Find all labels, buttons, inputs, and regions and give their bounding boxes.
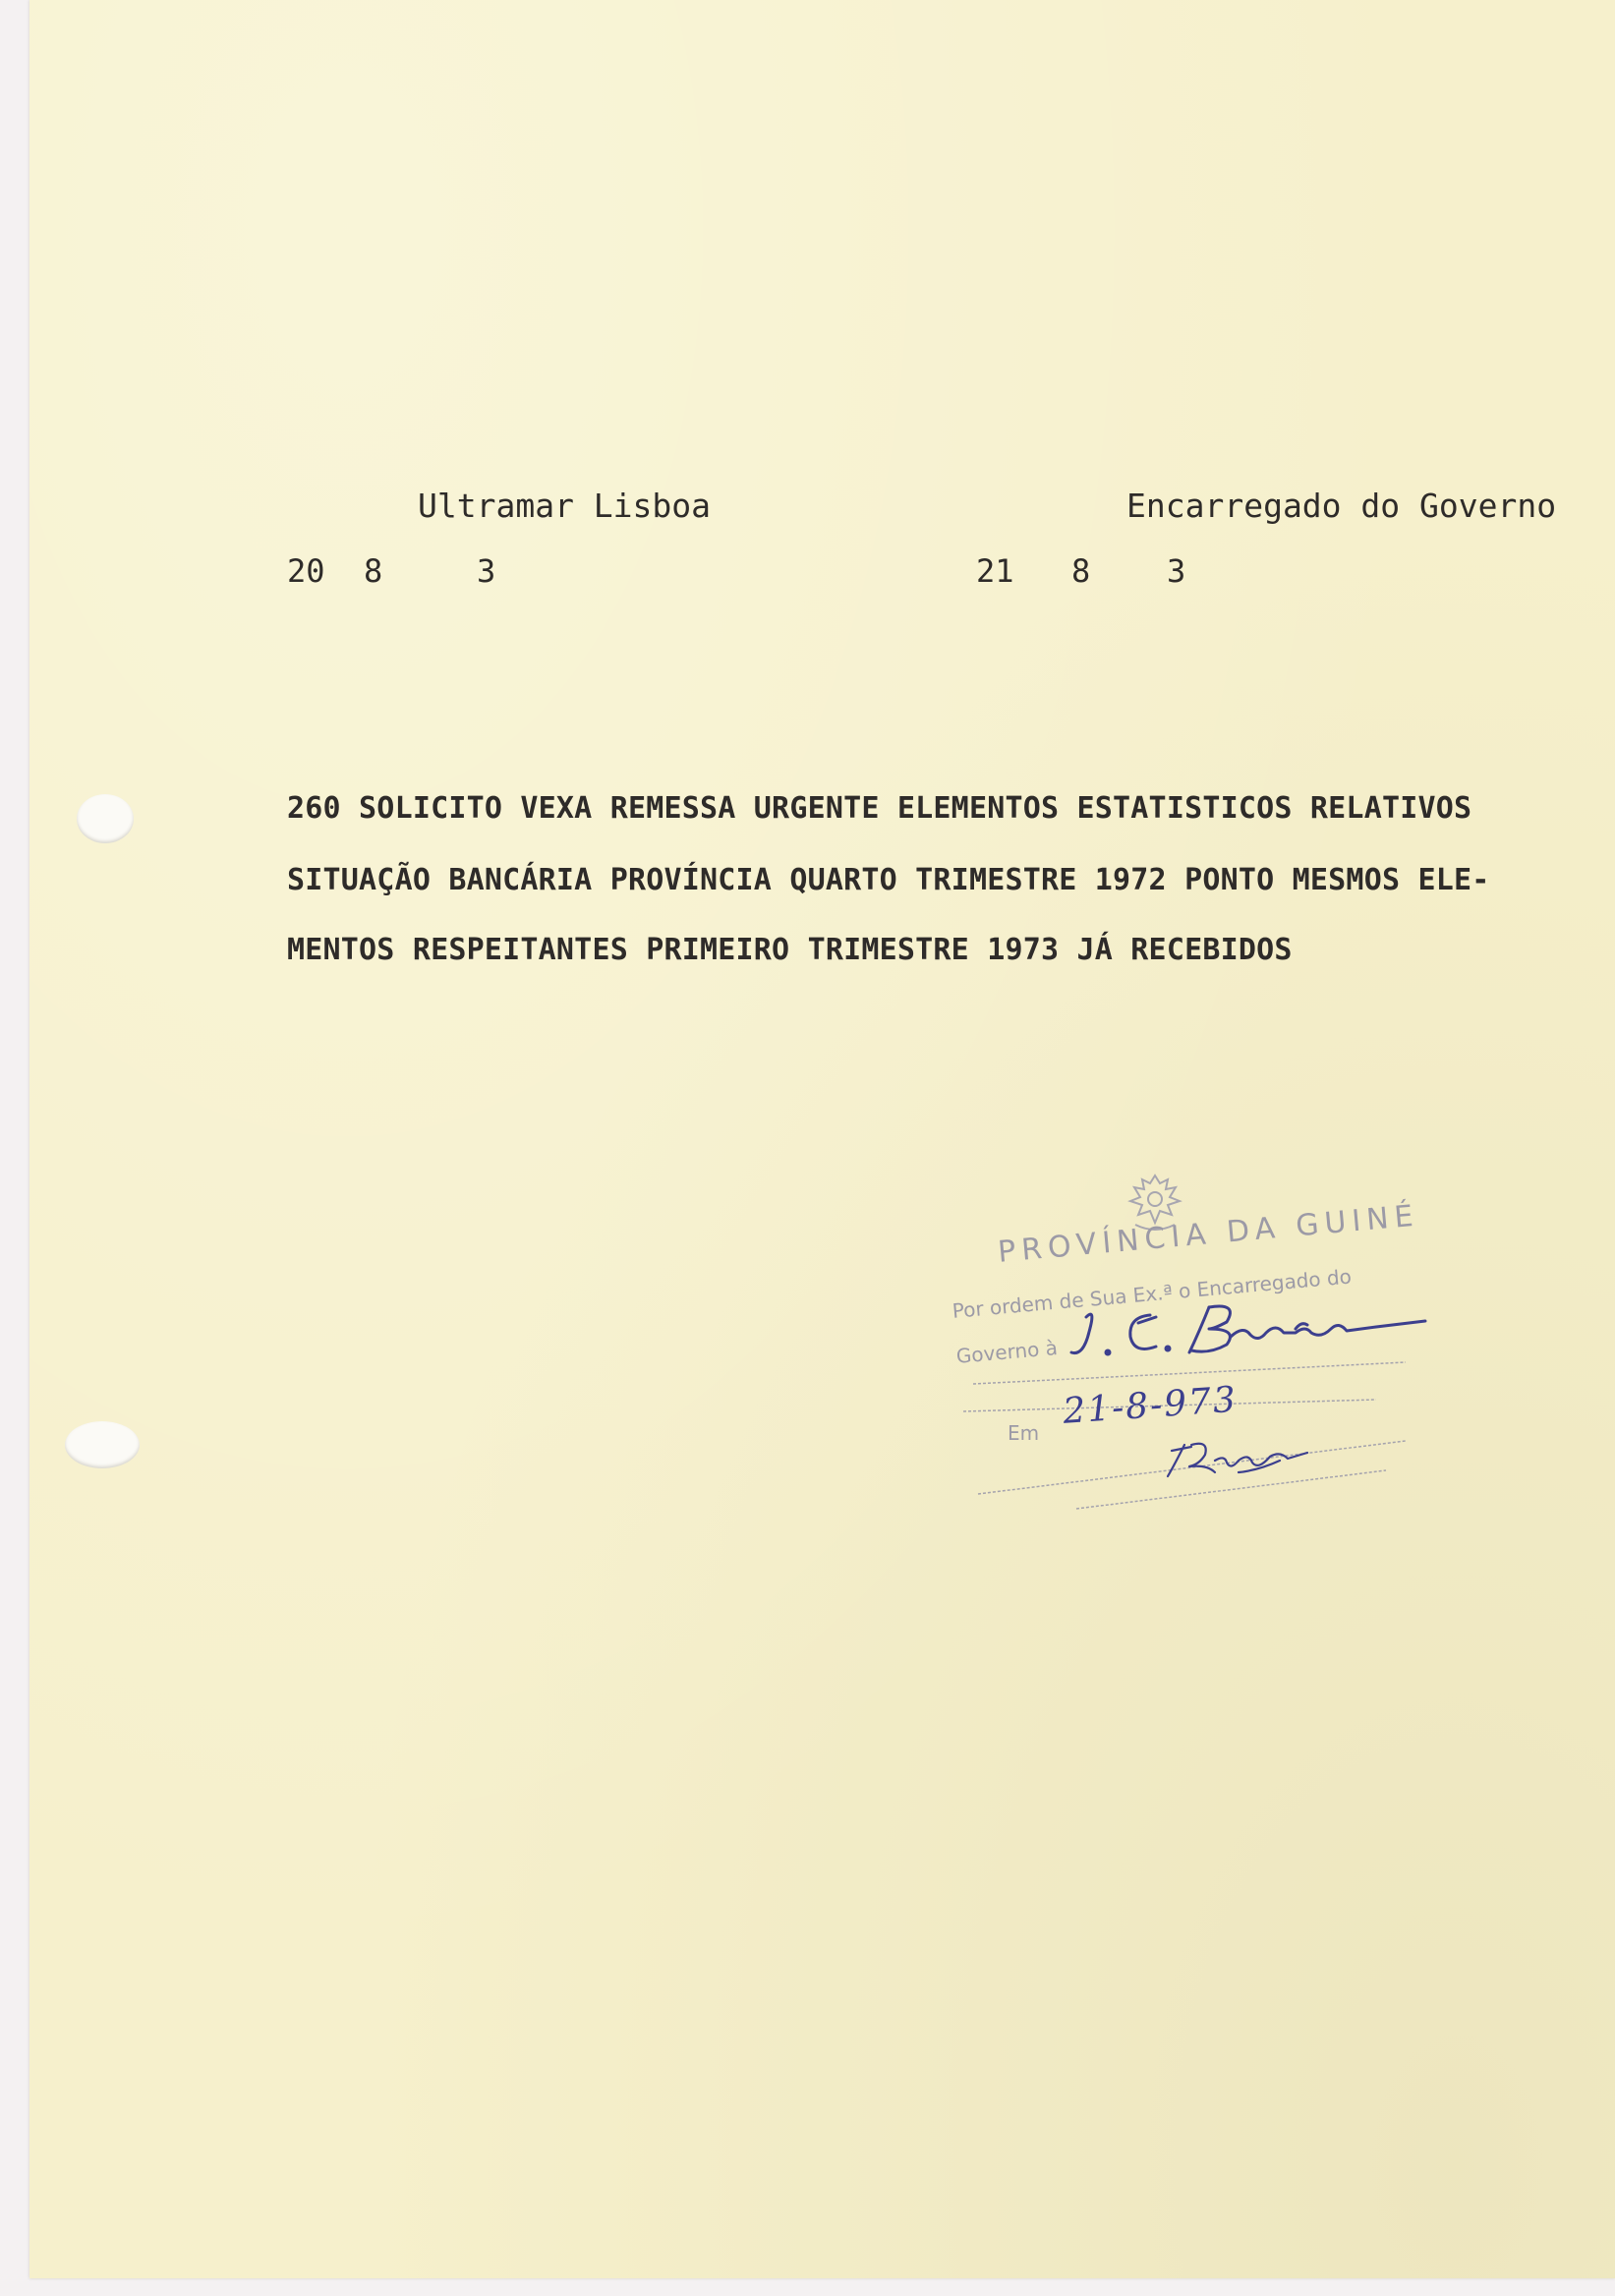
stamp-line-2: Governo à (954, 1336, 1059, 1368)
received-date-year: 3 (1167, 552, 1186, 590)
initials-signature (914, 1160, 1524, 1514)
message-line: 260 SOLICITO VEXA REMESSA URGENTE ELEMENTOS ESTATISTICOS RELATIVOS (287, 791, 1472, 826)
message-line: MENTOS RESPEITANTES PRIMEIRO TRIMESTRE 1973 JÁ RECEBIDOS (287, 933, 1293, 967)
stamp-handwritten-date: 21-8-973 (1062, 1379, 1240, 1432)
received-date-month: 8 (1071, 552, 1091, 590)
received-date-day: 21 (976, 552, 1014, 590)
message-line: SITUAÇÃO BANCÁRIA PROVÍNCIA QUARTO TRIMESTRE 1972 PONTO MESMOS ELE- (287, 863, 1490, 897)
sent-date-day: 20 (287, 552, 325, 590)
stamp-line-1: Por ordem de Sua Ex.ª o Encarregado do (951, 1264, 1353, 1323)
punch-hole-bottom (65, 1421, 140, 1468)
punch-hole-top (77, 794, 134, 843)
sent-date-year: 3 (477, 552, 496, 590)
sent-date-month: 8 (364, 552, 383, 590)
document-sheet (29, 0, 1615, 2278)
stamp-title: PROVÍNCIA DA GUINÉ (996, 1198, 1420, 1270)
official-stamp (914, 1160, 1524, 1514)
to-header: Encarregado do Governo (1126, 487, 1557, 525)
stamp-date-prefix: Em (1008, 1421, 1040, 1445)
from-header: Ultramar Lisboa (418, 487, 712, 525)
